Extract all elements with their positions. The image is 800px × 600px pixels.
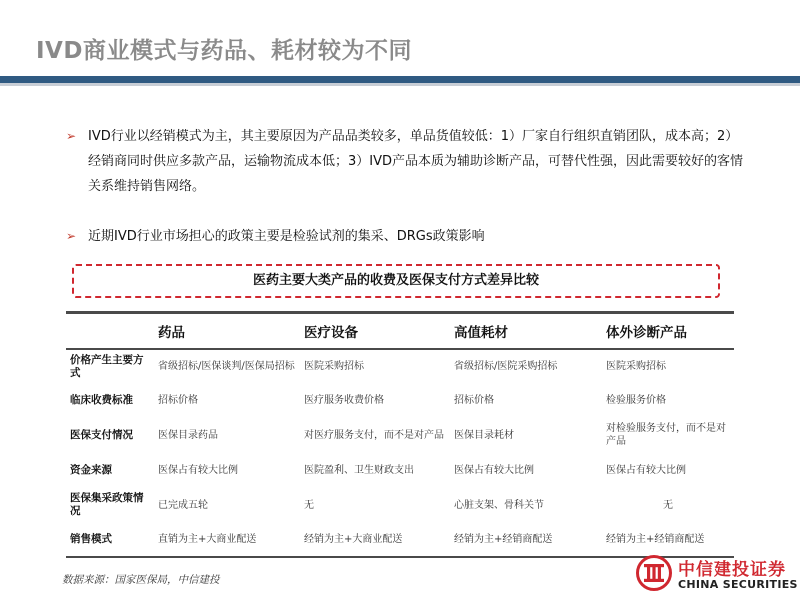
table-cell: 省级招标/医院采购招标 (454, 361, 558, 372)
table-cell: 医保占有较大比例 (158, 464, 238, 476)
table-cell: 无 (304, 499, 314, 511)
table-cell: 省级招标/医保谈判/医保局招标 (158, 361, 295, 372)
table-cell: 已完成五轮 (158, 499, 208, 511)
table-cell: 对医疗服务支付，而不是对产品 (304, 429, 444, 441)
bullet-point-2 (66, 224, 748, 249)
row-header: 医保支付情况 (70, 428, 133, 441)
table-cell: 医保目录药品 (158, 429, 218, 441)
table-cell: 医保占有较大比例 (454, 464, 534, 476)
bullet-point-1 (66, 124, 748, 199)
table-row (66, 349, 734, 383)
title-divider-bar (0, 76, 800, 83)
table-cell: 对检验服务支付，而不是对产品 (606, 423, 726, 447)
citic-emblem-icon (636, 555, 672, 591)
table-cell: 招标价格 (158, 394, 198, 406)
arrow-bullet-icon: ➢ (66, 129, 77, 143)
table-row (66, 383, 734, 417)
table-caption: 医药主要大类产品的收费及医保支付方式差异比较 (252, 273, 539, 288)
table-cell: 医保目录耗材 (454, 429, 514, 441)
column-header (66, 313, 154, 350)
bullet-text: 近期IVD行业市场担心的政策主要是检验试剂的集采、DRGs政策影响 (88, 229, 485, 244)
title-divider-shadow (0, 83, 800, 86)
comparison-table (66, 311, 734, 558)
column-header: 高值耗材 (450, 313, 602, 350)
logo-name-cn: 中信建投证券 (678, 560, 786, 580)
table-caption-box (72, 264, 720, 298)
row-header: 资金来源 (70, 463, 112, 476)
table-cell: 经销为主+经销商配送 (450, 523, 602, 557)
table-cell: 心脏支架、骨科关节 (454, 499, 544, 511)
row-header: 医保集采政策情况 (70, 492, 144, 517)
data-source-note: 数据来源：国家医保局，中信建投 (62, 574, 220, 586)
table-cell: 经销为主+大商业配送 (300, 523, 450, 557)
table-cell: 检验服务价格 (606, 394, 666, 406)
column-header: 体外诊断产品 (602, 313, 734, 350)
table-row (66, 523, 734, 557)
bullet-text: IVD行业以经销模式为主，其主要原因为产品品类较多，单品货值较低：1）厂家自行组织直销团队，成本高；2）经销商同时供应多款产品，运输物流成本低；3）IVD产品本质为辅助诊断产品，可替代性强，因此需要较好的客情关系维持销售网络。 (88, 129, 744, 194)
table-cell: 医保占有较大比例 (606, 464, 686, 476)
table-header-row (66, 313, 734, 350)
table-cell: 医院采购招标 (304, 361, 364, 372)
table-cell: 无 (663, 499, 673, 511)
column-header: 药品 (154, 313, 300, 350)
row-header: 销售模式 (66, 523, 154, 557)
table-row (66, 487, 734, 523)
row-header: 价格产生主要方式 (70, 353, 144, 379)
table-cell: 招标价格 (454, 394, 494, 406)
row-header: 临床收费标准 (70, 393, 133, 406)
table-cell: 医疗服务收费价格 (304, 394, 384, 406)
column-header: 医疗设备 (300, 313, 450, 350)
table-cell: 直销为主+大商业配送 (154, 523, 300, 557)
page-title: IVD商业模式与药品、耗材较为不同 (36, 38, 412, 64)
arrow-bullet-icon: ➢ (66, 229, 77, 243)
table-cell: 医院盈利、卫生财政支出 (304, 464, 414, 476)
company-logo (630, 553, 800, 598)
table-cell: 经销为主+经销商配送 (602, 523, 734, 557)
table-row (66, 417, 734, 453)
logo-name-en: CHINA SECURITIES (678, 578, 798, 591)
table-row (66, 453, 734, 487)
table-cell: 医院采购招标 (606, 361, 666, 372)
